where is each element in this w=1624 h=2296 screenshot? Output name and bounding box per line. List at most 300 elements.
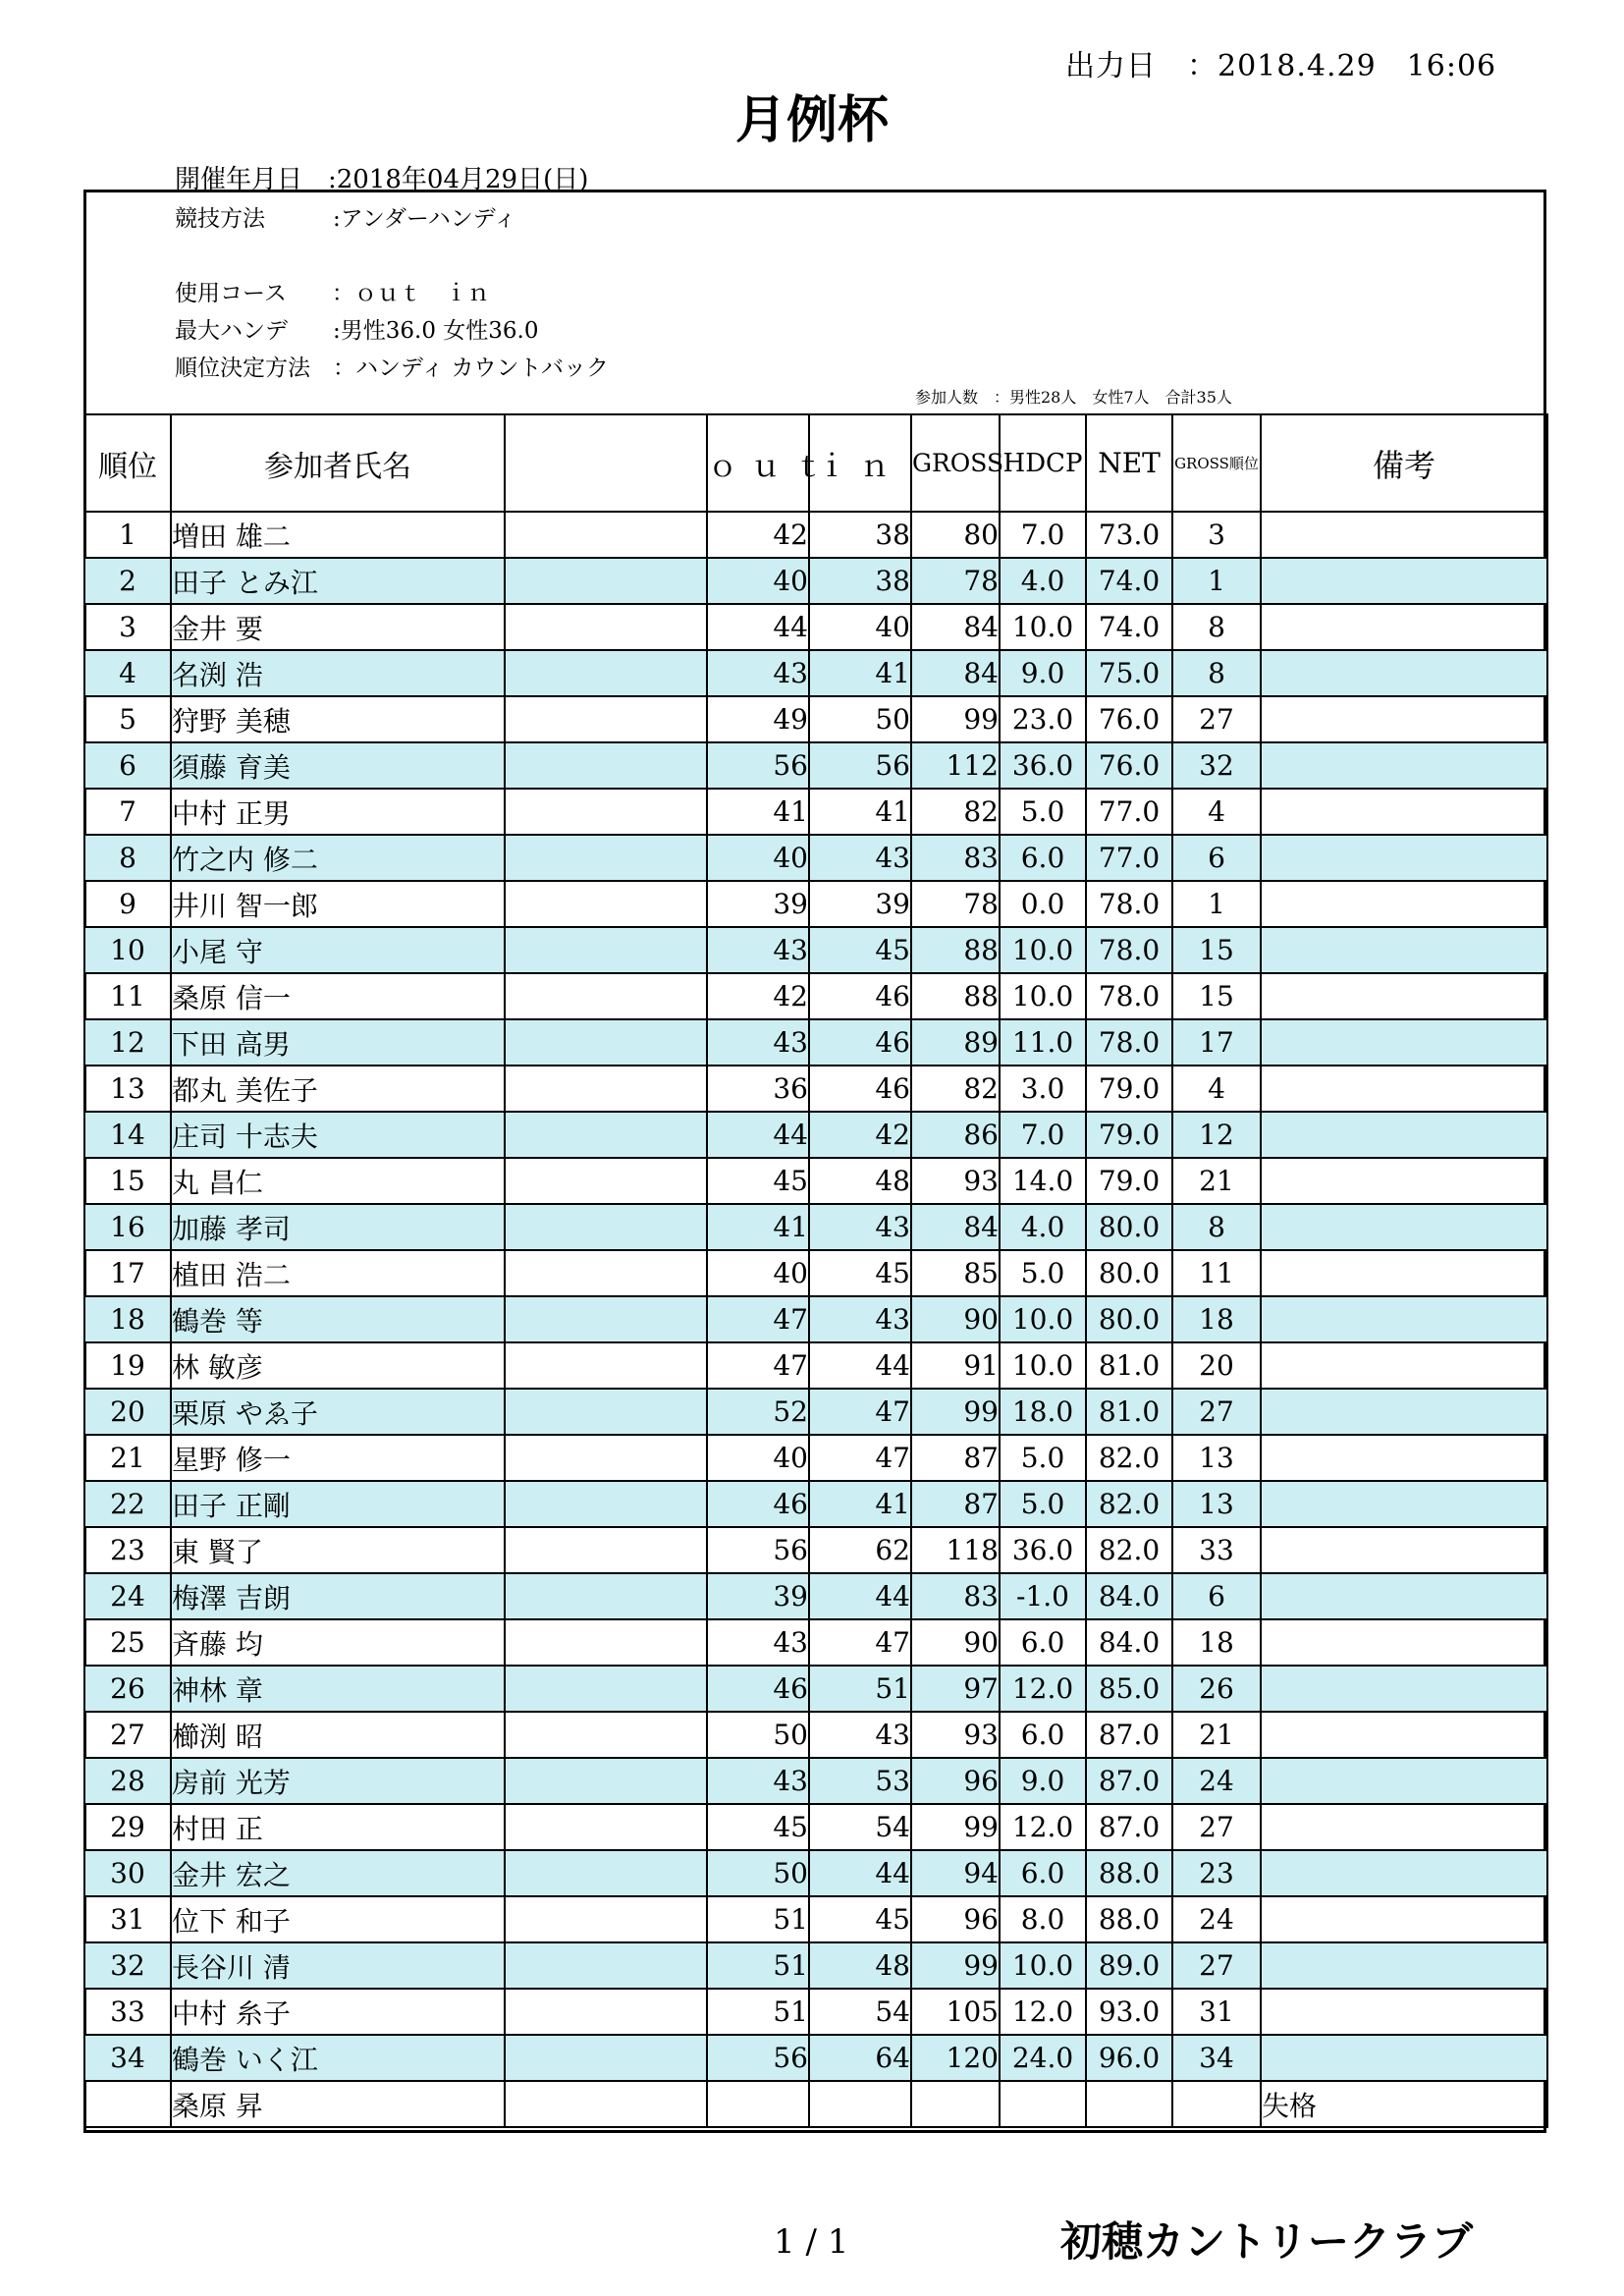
table-row — [84, 1481, 1547, 1527]
cell-gross-rank: 31 — [1172, 1989, 1261, 2035]
cell-gross-rank: 27 — [1172, 696, 1261, 742]
cell-blank — [505, 789, 707, 835]
cell-net — [1086, 2081, 1172, 2127]
cell-net: 78.0 — [1086, 927, 1172, 973]
cell-name: 加藤 孝司 — [171, 1204, 505, 1250]
cell-hdcp: 11.0 — [1000, 1019, 1086, 1066]
cell-gross: 84 — [911, 604, 1000, 650]
cell-name: 位下 和子 — [171, 1896, 505, 1942]
cell-out: 42 — [707, 512, 809, 558]
cell-blank — [505, 1250, 707, 1296]
cell-in: 46 — [809, 1019, 911, 1066]
cell-in: 45 — [809, 1896, 911, 1942]
cell-blank — [505, 1112, 707, 1158]
cell-in: 54 — [809, 1989, 911, 2035]
cell-name: 長谷川 清 — [171, 1942, 505, 1989]
header-net: NET — [1086, 414, 1172, 512]
cell-hdcp: 12.0 — [1000, 1804, 1086, 1850]
cell-name: 金井 宏之 — [171, 1850, 505, 1896]
cell-name: 増田 雄二 — [171, 512, 505, 558]
cell-note — [1261, 1666, 1547, 1712]
header-gross-rank: GROSS順位 — [1172, 414, 1261, 512]
table-row — [84, 881, 1547, 927]
cell-gross-rank: 3 — [1172, 512, 1261, 558]
cell-gross: 97 — [911, 1666, 1000, 1712]
cell-hdcp: 14.0 — [1000, 1158, 1086, 1204]
cell-rank: 26 — [84, 1666, 171, 1712]
cell-gross-rank: 26 — [1172, 1666, 1261, 1712]
cell-rank: 11 — [84, 973, 171, 1019]
cell-out: 51 — [707, 1942, 809, 1989]
cell-rank: 6 — [84, 742, 171, 789]
header-in: ｉｎ — [809, 414, 911, 512]
cell-in: 45 — [809, 927, 911, 973]
cell-out: 52 — [707, 1389, 809, 1435]
cell-gross-rank: 34 — [1172, 2035, 1261, 2081]
cell-hdcp: 10.0 — [1000, 973, 1086, 1019]
cell-out: 46 — [707, 1481, 809, 1527]
cell-rank: 33 — [84, 1989, 171, 2035]
cell-hdcp: 8.0 — [1000, 1896, 1086, 1942]
cell-gross-rank: 15 — [1172, 927, 1261, 973]
cell-note — [1261, 1942, 1547, 1989]
cell-name: 櫛渕 昭 — [171, 1712, 505, 1758]
cell-net: 74.0 — [1086, 558, 1172, 604]
cell-gross-rank: 8 — [1172, 604, 1261, 650]
cell-note — [1261, 1573, 1547, 1619]
cell-gross: 84 — [911, 650, 1000, 696]
cell-gross: 87 — [911, 1481, 1000, 1527]
club-name: 初穂カントリークラブ — [1060, 2217, 1474, 2266]
cell-blank — [505, 1712, 707, 1758]
cell-note — [1261, 1850, 1547, 1896]
cell-note — [1261, 1758, 1547, 1804]
cell-hdcp: 6.0 — [1000, 1619, 1086, 1666]
cell-note — [1261, 1066, 1547, 1112]
cell-gross: 90 — [911, 1296, 1000, 1342]
cell-hdcp: 10.0 — [1000, 1296, 1086, 1342]
cell-note — [1261, 881, 1547, 927]
cell-name: 斉藤 均 — [171, 1619, 505, 1666]
cell-gross: 78 — [911, 881, 1000, 927]
cell-in: 38 — [809, 512, 911, 558]
cell-note — [1261, 1527, 1547, 1573]
table-header-row — [84, 414, 1547, 512]
cell-blank — [505, 1158, 707, 1204]
cell-rank: 27 — [84, 1712, 171, 1758]
cell-rank: 32 — [84, 1942, 171, 1989]
cell-gross: 86 — [911, 1112, 1000, 1158]
cell-blank — [505, 1942, 707, 1989]
table-row — [84, 1019, 1547, 1066]
cell-hdcp: 6.0 — [1000, 1850, 1086, 1896]
cell-name: 植田 浩二 — [171, 1250, 505, 1296]
cell-gross: 83 — [911, 835, 1000, 881]
cell-gross: 90 — [911, 1619, 1000, 1666]
cell-net: 84.0 — [1086, 1619, 1172, 1666]
cell-net: 87.0 — [1086, 1758, 1172, 1804]
table-row — [84, 2035, 1547, 2081]
cell-blank — [505, 742, 707, 789]
cell-out: 43 — [707, 650, 809, 696]
cell-note — [1261, 789, 1547, 835]
cell-gross-rank: 8 — [1172, 1204, 1261, 1250]
cell-hdcp: 36.0 — [1000, 1527, 1086, 1573]
cell-gross: 99 — [911, 696, 1000, 742]
cell-rank: 30 — [84, 1850, 171, 1896]
cell-in: 43 — [809, 1296, 911, 1342]
cell-in: 41 — [809, 789, 911, 835]
cell-net: 78.0 — [1086, 1019, 1172, 1066]
cell-name: 林 敏彦 — [171, 1342, 505, 1389]
cell-blank — [505, 1389, 707, 1435]
cell-gross-rank: 21 — [1172, 1712, 1261, 1758]
cell-hdcp: 10.0 — [1000, 1942, 1086, 1989]
cell-blank — [505, 650, 707, 696]
cell-name: 庄司 十志夫 — [171, 1112, 505, 1158]
cell-hdcp: 12.0 — [1000, 1666, 1086, 1712]
cell-hdcp: 7.0 — [1000, 1112, 1086, 1158]
cell-blank — [505, 696, 707, 742]
cell-net: 88.0 — [1086, 1850, 1172, 1896]
table-row — [84, 1619, 1547, 1666]
cell-name: 名渕 浩 — [171, 650, 505, 696]
cell-gross-rank: 11 — [1172, 1250, 1261, 1296]
cell-in: 43 — [809, 1712, 911, 1758]
table-row — [84, 1158, 1547, 1204]
cell-name: 村田 正 — [171, 1804, 505, 1850]
cell-in: 54 — [809, 1804, 911, 1850]
cell-in: 48 — [809, 1158, 911, 1204]
cell-name: 狩野 美穂 — [171, 696, 505, 742]
cell-rank: 29 — [84, 1804, 171, 1850]
cell-name: 鶴巻 等 — [171, 1296, 505, 1342]
cell-rank: 16 — [84, 1204, 171, 1250]
cell-gross-rank: 6 — [1172, 1573, 1261, 1619]
cell-out: 49 — [707, 696, 809, 742]
cell-hdcp: 36.0 — [1000, 742, 1086, 789]
cell-net: 80.0 — [1086, 1296, 1172, 1342]
header-hdcp: HDCP — [1000, 414, 1086, 512]
cell-blank — [505, 1804, 707, 1850]
cell-net: 89.0 — [1086, 1942, 1172, 1989]
results-table — [83, 413, 1548, 2128]
cell-blank — [505, 881, 707, 927]
cell-gross-rank: 21 — [1172, 1158, 1261, 1204]
cell-gross: 80 — [911, 512, 1000, 558]
cell-blank — [505, 973, 707, 1019]
cell-gross: 105 — [911, 1989, 1000, 2035]
cell-in: 51 — [809, 1666, 911, 1712]
cell-name: 房前 光芳 — [171, 1758, 505, 1804]
cell-net: 73.0 — [1086, 512, 1172, 558]
participant-count: 参加人数 ：男性28人 女性7人 合計35人 — [915, 388, 1232, 407]
cell-gross: 82 — [911, 1066, 1000, 1112]
cell-net: 78.0 — [1086, 973, 1172, 1019]
cell-name: 下田 高男 — [171, 1019, 505, 1066]
cell-hdcp: 10.0 — [1000, 927, 1086, 973]
cell-rank: 5 — [84, 696, 171, 742]
table-row — [84, 1204, 1547, 1250]
cell-net: 75.0 — [1086, 650, 1172, 696]
cell-rank: 15 — [84, 1158, 171, 1204]
cell-note — [1261, 512, 1547, 558]
cell-gross: 93 — [911, 1158, 1000, 1204]
cell-note — [1261, 1989, 1547, 2035]
cell-name: 神林 章 — [171, 1666, 505, 1712]
cell-net: 87.0 — [1086, 1712, 1172, 1758]
cell-rank: 17 — [84, 1250, 171, 1296]
cell-out: 56 — [707, 742, 809, 789]
cell-out: 42 — [707, 973, 809, 1019]
cell-out: 50 — [707, 1712, 809, 1758]
cell-gross: 96 — [911, 1896, 1000, 1942]
cell-rank: 31 — [84, 1896, 171, 1942]
cell-gross-rank: 12 — [1172, 1112, 1261, 1158]
cell-note — [1261, 742, 1547, 789]
cell-blank — [505, 1435, 707, 1481]
cell-blank — [505, 2035, 707, 2081]
cell-out: 40 — [707, 1250, 809, 1296]
cell-name: 中村 正男 — [171, 789, 505, 835]
cell-rank: 7 — [84, 789, 171, 835]
event-date: 開催年月日 :2018年04月29日(日) — [175, 165, 589, 194]
cell-gross — [911, 2081, 1000, 2127]
cell-gross-rank: 1 — [1172, 558, 1261, 604]
cell-name: 田子 とみ江 — [171, 558, 505, 604]
cell-hdcp: 5.0 — [1000, 789, 1086, 835]
cell-note — [1261, 1804, 1547, 1850]
cell-note — [1261, 1296, 1547, 1342]
cell-hdcp: -1.0 — [1000, 1573, 1086, 1619]
cell-blank — [505, 1573, 707, 1619]
cell-net: 79.0 — [1086, 1158, 1172, 1204]
course-used: 使用コース ：ｏｕｔ ｉｎ — [175, 281, 490, 306]
cell-out: 43 — [707, 1619, 809, 1666]
table-row — [84, 604, 1547, 650]
cell-gross: 112 — [911, 742, 1000, 789]
cell-in: 38 — [809, 558, 911, 604]
cell-hdcp: 23.0 — [1000, 696, 1086, 742]
cell-in: 44 — [809, 1573, 911, 1619]
cell-out: 40 — [707, 558, 809, 604]
cell-net: 96.0 — [1086, 2035, 1172, 2081]
cell-rank: 10 — [84, 927, 171, 973]
cell-hdcp: 18.0 — [1000, 1389, 1086, 1435]
cell-gross-rank: 15 — [1172, 973, 1261, 1019]
cell-gross: 84 — [911, 1204, 1000, 1250]
cell-rank: 2 — [84, 558, 171, 604]
cell-blank — [505, 1019, 707, 1066]
cell-rank: 21 — [84, 1435, 171, 1481]
cell-gross: 99 — [911, 1804, 1000, 1850]
cell-gross-rank: 17 — [1172, 1019, 1261, 1066]
cell-name: 井川 智一郎 — [171, 881, 505, 927]
cell-in: 40 — [809, 604, 911, 650]
cell-blank — [505, 1666, 707, 1712]
cell-gross: 88 — [911, 973, 1000, 1019]
cell-rank: 12 — [84, 1019, 171, 1066]
cell-net: 81.0 — [1086, 1342, 1172, 1389]
cell-note — [1261, 1019, 1547, 1066]
cell-gross-rank: 32 — [1172, 742, 1261, 789]
cell-out: 56 — [707, 1527, 809, 1573]
cell-in: 46 — [809, 1066, 911, 1112]
cell-gross-rank: 6 — [1172, 835, 1261, 881]
cell-in: 43 — [809, 1204, 911, 1250]
table-row — [84, 1296, 1547, 1342]
table-row — [84, 1942, 1547, 1989]
cell-net: 87.0 — [1086, 1804, 1172, 1850]
cell-note — [1261, 558, 1547, 604]
cell-blank — [505, 1204, 707, 1250]
cell-in: 50 — [809, 696, 911, 742]
cell-out: 51 — [707, 1896, 809, 1942]
cell-name: 梅澤 吉朗 — [171, 1573, 505, 1619]
table-row — [84, 973, 1547, 1019]
cell-out: 50 — [707, 1850, 809, 1896]
cell-in: 42 — [809, 1112, 911, 1158]
cell-net: 76.0 — [1086, 742, 1172, 789]
cell-name: 星野 修一 — [171, 1435, 505, 1481]
cell-net: 80.0 — [1086, 1250, 1172, 1296]
cell-gross: 85 — [911, 1250, 1000, 1296]
cell-out: 39 — [707, 881, 809, 927]
cell-hdcp: 10.0 — [1000, 604, 1086, 650]
cell-gross-rank: 23 — [1172, 1850, 1261, 1896]
cell-rank: 9 — [84, 881, 171, 927]
cell-note — [1261, 1112, 1547, 1158]
cell-gross: 99 — [911, 1942, 1000, 1989]
table-row — [84, 1896, 1547, 1942]
cell-hdcp: 9.0 — [1000, 650, 1086, 696]
cell-gross-rank — [1172, 2081, 1261, 2127]
cell-note — [1261, 650, 1547, 696]
cell-hdcp: 6.0 — [1000, 1712, 1086, 1758]
cell-gross-rank: 4 — [1172, 1066, 1261, 1112]
cell-net: 76.0 — [1086, 696, 1172, 742]
table-row — [84, 558, 1547, 604]
cell-name: 中村 糸子 — [171, 1989, 505, 2035]
table-row — [84, 1112, 1547, 1158]
cell-out: 40 — [707, 835, 809, 881]
cell-name: 小尾 守 — [171, 927, 505, 973]
cell-blank — [505, 1342, 707, 1389]
cell-gross-rank: 8 — [1172, 650, 1261, 696]
cell-gross: 91 — [911, 1342, 1000, 1389]
cell-in: 44 — [809, 1342, 911, 1389]
page-number: 1 / 1 — [774, 2222, 849, 2262]
cell-name: 桑原 信一 — [171, 973, 505, 1019]
cell-note — [1261, 1158, 1547, 1204]
cell-gross-rank: 27 — [1172, 1389, 1261, 1435]
table-row — [84, 1389, 1547, 1435]
cell-out: 40 — [707, 1435, 809, 1481]
cell-net: 81.0 — [1086, 1389, 1172, 1435]
cell-note — [1261, 1250, 1547, 1296]
cell-out: 46 — [707, 1666, 809, 1712]
cell-gross-rank: 18 — [1172, 1619, 1261, 1666]
table-row — [84, 789, 1547, 835]
cell-note — [1261, 604, 1547, 650]
cell-gross: 89 — [911, 1019, 1000, 1066]
cell-name: 田子 正剛 — [171, 1481, 505, 1527]
cell-net: 80.0 — [1086, 1204, 1172, 1250]
cell-gross-rank: 18 — [1172, 1296, 1261, 1342]
table-row — [84, 696, 1547, 742]
cell-blank — [505, 1527, 707, 1573]
table-row — [84, 2081, 1547, 2127]
cell-in: 53 — [809, 1758, 911, 1804]
cell-rank: 24 — [84, 1573, 171, 1619]
header-out: ｏｕｔ — [707, 414, 809, 512]
cell-in: 46 — [809, 973, 911, 1019]
cell-out: 51 — [707, 1989, 809, 2035]
cell-hdcp: 5.0 — [1000, 1435, 1086, 1481]
cell-in: 64 — [809, 2035, 911, 2081]
table-row — [84, 1989, 1547, 2035]
cell-gross-rank: 13 — [1172, 1481, 1261, 1527]
results-body — [84, 512, 1547, 2127]
cell-hdcp: 12.0 — [1000, 1989, 1086, 2035]
cell-out: 45 — [707, 1158, 809, 1204]
header-rank: 順位 — [84, 414, 171, 512]
cell-net: 79.0 — [1086, 1112, 1172, 1158]
cell-rank: 34 — [84, 2035, 171, 2081]
cell-blank — [505, 1619, 707, 1666]
table-row — [84, 1435, 1547, 1481]
cell-name: 金井 要 — [171, 604, 505, 650]
cell-blank — [505, 1758, 707, 1804]
cell-rank: 3 — [84, 604, 171, 650]
cell-gross-rank: 33 — [1172, 1527, 1261, 1573]
cell-note — [1261, 1896, 1547, 1942]
cell-in: 62 — [809, 1527, 911, 1573]
cell-blank — [505, 604, 707, 650]
cell-in: 44 — [809, 1850, 911, 1896]
cell-gross: 93 — [911, 1712, 1000, 1758]
cell-in: 48 — [809, 1942, 911, 1989]
table-row — [84, 512, 1547, 558]
cell-hdcp: 7.0 — [1000, 512, 1086, 558]
cell-blank — [505, 1896, 707, 1942]
cell-note — [1261, 927, 1547, 973]
cell-out: 39 — [707, 1573, 809, 1619]
cell-hdcp: 9.0 — [1000, 1758, 1086, 1804]
cell-name: 東 賢了 — [171, 1527, 505, 1573]
cell-hdcp — [1000, 2081, 1086, 2127]
page-title: 月例杯 — [734, 91, 889, 150]
cell-rank: 8 — [84, 835, 171, 881]
cell-note — [1261, 1712, 1547, 1758]
cell-in: 47 — [809, 1619, 911, 1666]
cell-rank: 13 — [84, 1066, 171, 1112]
cell-note — [1261, 1481, 1547, 1527]
cell-hdcp: 24.0 — [1000, 2035, 1086, 2081]
cell-in — [809, 2081, 911, 2127]
cell-hdcp: 5.0 — [1000, 1481, 1086, 1527]
cell-out: 44 — [707, 1112, 809, 1158]
table-row — [84, 1850, 1547, 1896]
cell-blank — [505, 1989, 707, 2035]
cell-gross: 96 — [911, 1758, 1000, 1804]
cell-blank — [505, 512, 707, 558]
cell-out: 43 — [707, 927, 809, 973]
cell-name: 竹之内 修二 — [171, 835, 505, 881]
cell-rank — [84, 2081, 171, 2127]
table-row — [84, 1527, 1547, 1573]
cell-blank — [505, 558, 707, 604]
